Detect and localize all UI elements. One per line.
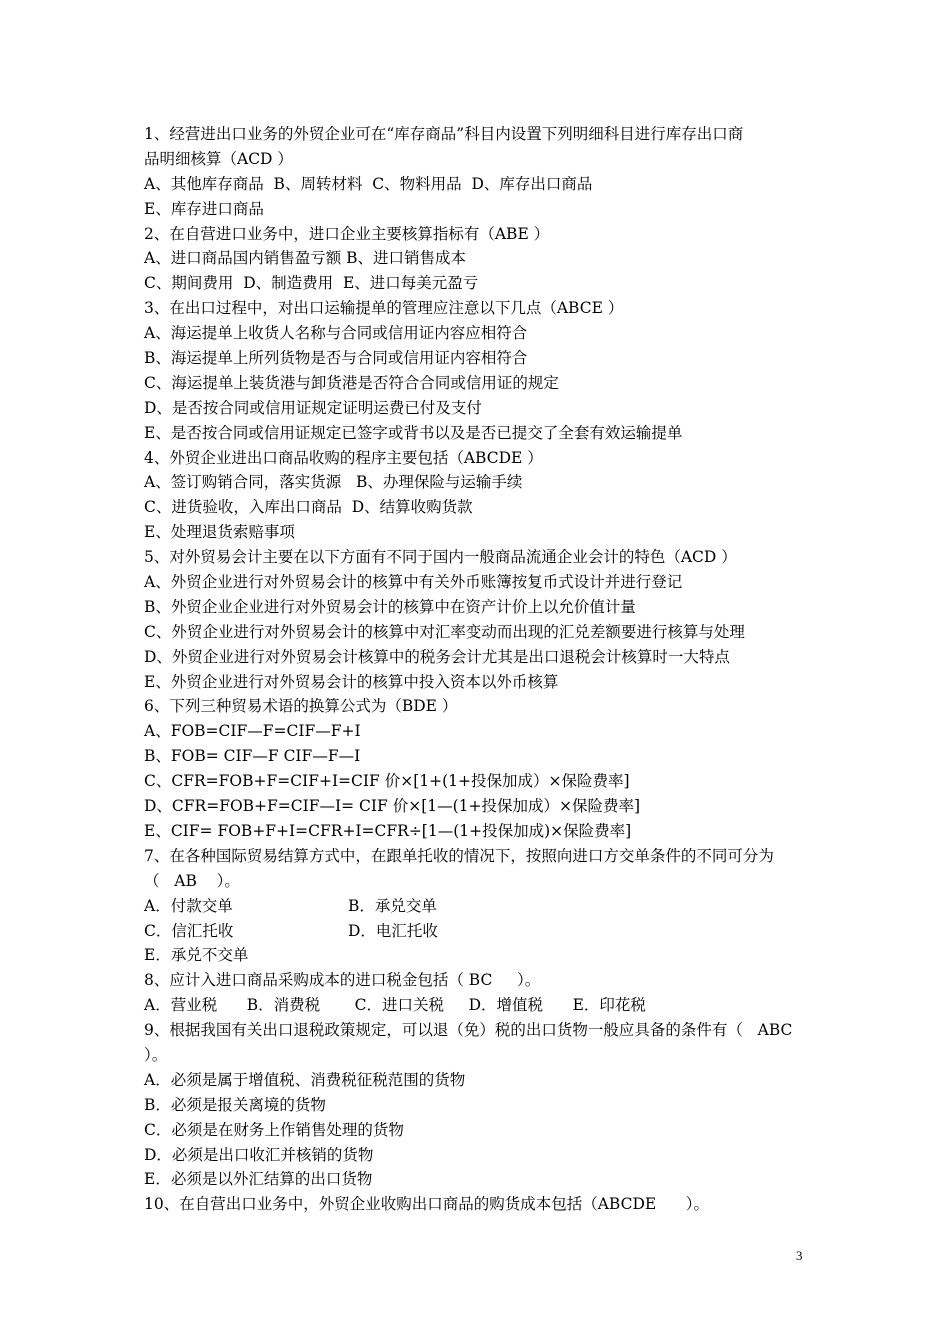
question-7-text: 7、在各种国际贸易结算方式中，在跟单托收的情况下，按照向进口方交单条件的不同可分为 bbox=[144, 846, 774, 865]
question-7-option-a: A．付款交单 bbox=[144, 896, 233, 915]
question-9-text-cont: ）。 bbox=[144, 1045, 168, 1064]
question-1-options: A、其他库存商品 B、周转材料 C、物料用品 D、库存出口商品 bbox=[144, 174, 593, 193]
question-7-options-row bbox=[144, 919, 814, 944]
question-9-text: 9、根据我国有关出口退税政策规定，可以退（免）税的出口货物一般应具备的条件有（ ABC bbox=[144, 1021, 793, 1040]
question-5-option-b: B、外贸企业企业进行对外贸易会计的核算中在资产计价上以允价值计量 bbox=[144, 597, 636, 616]
page-number: 3 bbox=[796, 1248, 803, 1263]
question-7-option-e: E．承兑不交单 bbox=[144, 946, 249, 965]
question-9-option-b: B．必须是报关离境的货物 bbox=[144, 1095, 326, 1114]
question-6-option-b: B、FOB= CIF—F CIF—F—I bbox=[144, 747, 361, 766]
question-8-text: 8、应计入进口商品采购成本的进口税金包括（ BC ）。 bbox=[144, 971, 541, 990]
question-6-option-d: D、CFR=FOB+F=CIF—I= CIF 价×[1—(1+投保加成）×保险费率] bbox=[144, 797, 641, 816]
question-9-option-d: D．必须是出口收汇并核销的货物 bbox=[144, 1145, 374, 1164]
question-8-options: A．营业税 B．消费税 C．进口关税 D．增值税 E．印花税 bbox=[144, 996, 646, 1015]
question-7-answer: （ AB ）。 bbox=[144, 871, 240, 890]
question-9-option-e: E．必须是以外汇结算的出口货物 bbox=[144, 1170, 373, 1189]
question-1-option-e: E、库存进口商品 bbox=[144, 199, 264, 218]
question-3-option-b: B、海运提单上所列货物是否与合同或信用证内容相符合 bbox=[144, 349, 528, 368]
question-6-text: 6、下列三种贸易术语的换算公式为（BDE ） bbox=[144, 697, 458, 716]
question-4-text: 4、外贸企业进出口商品收购的程序主要包括（ABCDE ） bbox=[144, 448, 543, 467]
question-4-option-e: E、处理退货索赔事项 bbox=[144, 523, 295, 542]
question-list bbox=[144, 122, 814, 1217]
question-2-options-ab: A、进口商品国内销售盈亏额 B、进口销售成本 bbox=[144, 249, 467, 268]
question-5-option-d: D、外贸企业进行对外贸易会计核算中的税务会计尤其是出口退税会计核算时一大特点 bbox=[144, 647, 730, 666]
question-3-option-e: E、是否按合同或信用证规定已签字或背书以及是否已提交了全套有效运输提单 bbox=[144, 423, 683, 442]
question-5-option-e: E、外贸企业进行对外贸易会计的核算中投入资本以外币核算 bbox=[144, 672, 559, 691]
question-3-text: 3、在出口过程中，对出口运输提单的管理应注意以下几点（ABCE ） bbox=[144, 299, 624, 318]
question-6-option-a: A、FOB=CIF—F=CIF—F+I bbox=[144, 722, 361, 741]
question-3-option-d: D、是否按合同或信用证规定证明运费已付及支付 bbox=[144, 398, 482, 417]
question-1-text-cont: 品明细核算（ACD ） bbox=[144, 149, 293, 168]
question-10-text: 10、在自营出口业务中，外贸企业收购出口商品的购货成本包括（ABCDE ）。 bbox=[144, 1195, 710, 1214]
question-9-option-a: A．必须是属于增值税、消费税征税范围的货物 bbox=[144, 1070, 466, 1089]
question-3-option-a: A、海运提单上收货人名称与合同或信用证内容应相符合 bbox=[144, 324, 528, 343]
question-5-option-a: A、外贸企业进行对外贸易会计的核算中有关外币账簿按复币式设计并进行登记 bbox=[144, 573, 683, 592]
question-6-option-c: C、CFR=FOB+F=CIF+I=CIF 价×[1+(1+投保加成）×保险费率] bbox=[144, 772, 630, 791]
question-5-option-c: C、外贸企业进行对外贸易会计的核算中对汇率变动而出现的汇兑差额要进行核算与处理 bbox=[144, 622, 745, 641]
question-1-text: 1、经营进出口业务的外贸企业可在“库存商品”科目内设置下列明细科目进行库存出口商 bbox=[144, 125, 744, 143]
question-7-option-d: D．电汇托收 bbox=[348, 921, 438, 940]
question-5-text: 5、对外贸易会计主要在以下方面有不同于国内一般商品流通企业会计的特色（ACD ） bbox=[144, 548, 737, 567]
question-2-text: 2、在自营进口业务中，进口企业主要核算指标有（ABE ） bbox=[144, 224, 550, 243]
question-4-options-ab: A、签订购销合同，落实货源 B、办理保险与运输手续 bbox=[144, 473, 523, 492]
question-7-options-row bbox=[144, 894, 814, 919]
question-6-option-e: E、CIF= FOB+F+I=CFR+I=CFR÷[1—(1+投保加成)×保险费率] bbox=[144, 821, 632, 840]
question-4-options-cd: C、进货验收，入库出口商品 D、结算收购货款 bbox=[144, 498, 473, 517]
question-3-option-c: C、海运提单上装货港与卸货港是否符合合同或信用证的规定 bbox=[144, 373, 559, 392]
question-2-options-cde: C、期间费用 D、制造费用 E、进口每美元盈亏 bbox=[144, 274, 479, 293]
question-7-option-b: B．承兑交单 bbox=[348, 896, 437, 915]
question-7-option-c: C．信汇托收 bbox=[144, 921, 234, 940]
question-9-option-c: C．必须是在财务上作销售处理的货物 bbox=[144, 1120, 404, 1139]
